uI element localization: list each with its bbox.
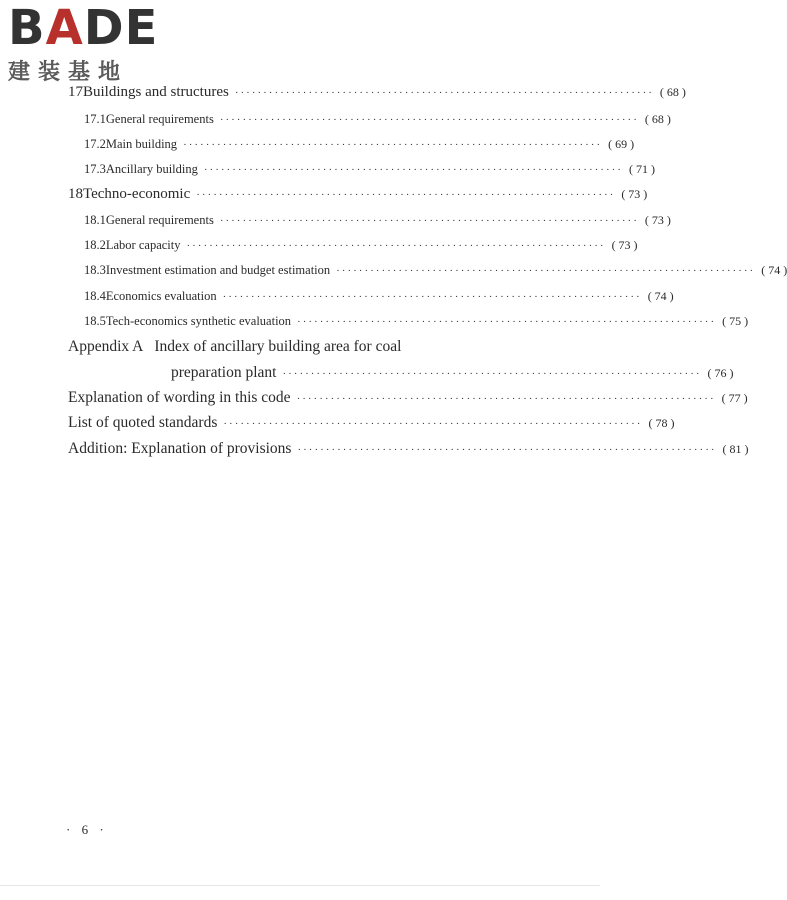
toc-title: Index of ancillary building area for coal: [154, 338, 402, 355]
toc-page: ( 69 ): [608, 137, 635, 151]
toc-page: ( 75 ): [722, 314, 749, 328]
toc-entry: [84, 289, 674, 304]
toc-entry: [68, 414, 675, 432]
toc-entry-continuation: [171, 364, 734, 382]
page-number: · 6 ·: [66, 822, 108, 837]
toc-title: Techno-economic: [83, 186, 191, 202]
toc-title: Tech-economics synthetic evaluation: [105, 314, 292, 328]
dot-leader: ··········································································: [234, 87, 654, 99]
toc-title: Economics evaluation: [105, 289, 217, 303]
toc-number: 17.1: [84, 112, 106, 126]
toc-page: ( 68 ): [659, 85, 686, 99]
toc-title-continued: preparation plant: [171, 364, 277, 381]
toc-page: ( 73 ): [611, 238, 638, 252]
toc-number: 18.4: [84, 289, 106, 303]
logo-chinese-text: 建装基地: [8, 60, 129, 85]
logo-wordmark: BADE: [8, 0, 159, 56]
toc-page: ( 74 ): [647, 289, 674, 303]
dot-leader: ··········································································: [223, 418, 643, 430]
toc-number: Appendix A: [68, 338, 143, 355]
toc-title: Labor capacity: [105, 238, 181, 252]
dot-leader: ··········································································: [336, 265, 756, 277]
toc-number: 18.2: [84, 238, 106, 252]
dot-leader: ··········································································: [219, 215, 639, 227]
dot-leader: ··········································································: [297, 316, 717, 328]
toc-title: List of quoted standards: [68, 414, 218, 431]
toc-page: ( 71 ): [628, 162, 655, 176]
toc-entry: [84, 238, 638, 253]
dot-leader: ··········································································: [196, 189, 616, 201]
dot-leader: ··········································································: [203, 164, 623, 176]
toc-title: Investment estimation and budget estimation: [105, 263, 331, 277]
toc-page: ( 78 ): [648, 416, 675, 430]
toc-title: Addition: Explanation of provisions: [68, 440, 292, 457]
dot-leader: ··········································································: [219, 114, 639, 126]
toc-entry: [68, 389, 748, 407]
toc-title: Main building: [105, 137, 178, 151]
dot-leader: ··········································································: [183, 139, 603, 151]
toc-title: Explanation of wording in this code: [68, 389, 291, 406]
toc-number: 18.5: [84, 314, 106, 328]
toc-page: ( 74 ): [761, 263, 787, 277]
toc-title: General requirements: [105, 213, 214, 227]
toc-entry: [84, 112, 671, 127]
dot-leader: ··········································································: [282, 368, 702, 380]
toc-number: 17: [68, 84, 83, 100]
toc-entry: [84, 162, 655, 177]
toc-page: ( 73 ): [621, 187, 648, 201]
toc-number: 17.3: [84, 162, 106, 176]
toc-page: ( 68 ): [644, 112, 671, 126]
toc-number: 18.3: [84, 263, 106, 277]
dot-leader: ··········································································: [222, 291, 642, 303]
dot-leader: ··········································································: [296, 393, 716, 405]
toc-page: ( 76 ): [707, 366, 734, 380]
toc-entry: [84, 213, 671, 228]
dot-leader: ··········································································: [186, 240, 606, 252]
toc-entry: [68, 186, 648, 203]
toc-entry-appendix: [68, 338, 401, 356]
dot-leader: ··········································································: [297, 444, 717, 456]
toc-number: 17.2: [84, 137, 106, 151]
toc-page: ( 73 ): [644, 213, 671, 227]
toc-number: 18.1: [84, 213, 106, 227]
toc-title: Buildings and structures: [83, 84, 229, 100]
toc-page: ( 77 ): [721, 391, 748, 405]
toc-title: Ancillary building: [105, 162, 198, 176]
toc-number: 18: [68, 186, 83, 202]
toc-entry: [84, 263, 787, 278]
toc-entry: [84, 314, 749, 329]
toc-title: General requirements: [105, 112, 214, 126]
toc-entry: [68, 440, 749, 458]
page-edge-divider: [0, 885, 600, 886]
toc-entry: [68, 84, 686, 101]
toc-page: ( 81 ): [722, 442, 749, 456]
toc-entry: [84, 137, 635, 152]
